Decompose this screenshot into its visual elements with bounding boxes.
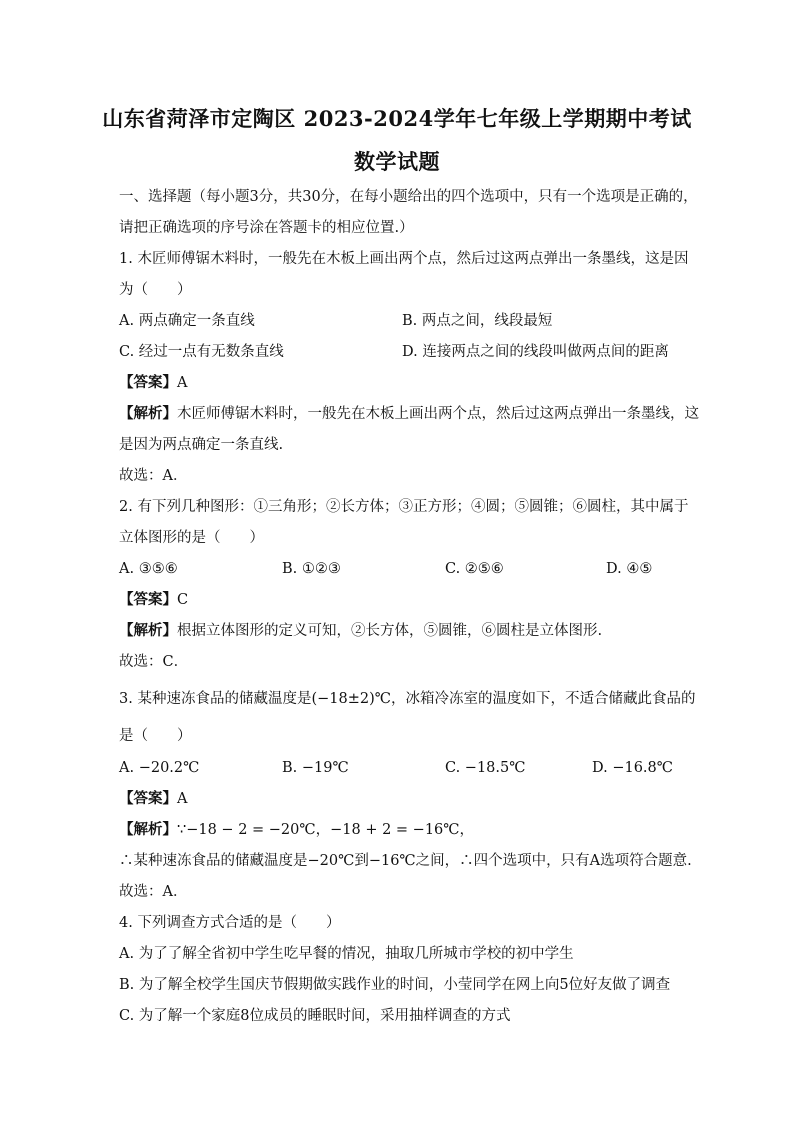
q3-analysis-text-1: ∵−18 − 2 = −20℃，−18 + 2 = −16℃，: [177, 822, 474, 838]
q2-option-b: B. ①②③: [282, 561, 341, 577]
q3-option-c: C. −18.5℃: [445, 760, 526, 776]
q3-answer: [119, 789, 689, 809]
q3-analysis-line-2: ∴某种速冻食品的储藏温度是−20℃到−16℃之间，∴四个选项中，只有A选项符合题意.: [119, 853, 692, 869]
q2-answer: [119, 590, 689, 610]
q1-option-b: B. 两点之间，线段最短: [402, 313, 553, 329]
q3-analysis-label: 【解析】: [119, 821, 177, 838]
q3-answer-value: A: [177, 791, 188, 807]
q1-analysis-line-1: [119, 404, 699, 424]
exam-subtitle: 数学试题: [354, 149, 440, 174]
exam-title: 山东省菏泽市定陶区 2023-2024学年七年级上学期期中考试: [102, 106, 692, 131]
q3-conclusion: 故选：A．: [119, 884, 188, 900]
q3-analysis-line-1: [119, 820, 689, 840]
q3-option-d: D. −16.8℃: [592, 760, 673, 776]
q2-analysis-text-1: 根据立体图形的定义可知，②长方体，⑤圆锥，⑥圆柱是立体图形.: [177, 623, 603, 639]
q2-option-d: D. ④⑤: [606, 561, 653, 577]
q4-stem-line-1: 4. 下列调查方式合适的是（ ）: [119, 915, 341, 931]
q1-option-d: D. 连接两点之间的线段叫做两点间的距离: [402, 344, 669, 360]
q2-stem-line-2: 立体图形的是（ ）: [119, 530, 264, 546]
q1-option-a: A. 两点确定一条直线: [119, 313, 255, 329]
q1-analysis-line-2: 是因为两点确定一条直线.: [119, 437, 284, 453]
q1-option-c: C. 经过一点有无数条直线: [119, 344, 284, 360]
q1-stem-line-2: 为（ ）: [119, 282, 192, 298]
q3-option-b: B. −19℃: [282, 760, 349, 776]
q1-analysis-text-1: 木匠师傅锯木料时，一般先在木板上画出两个点，然后过这两点弹出一条墨线，这: [177, 406, 699, 422]
q4-option-a: A. 为了了解全省初中学生吃早餐的情况，抽取几所城市学校的初中学生: [119, 946, 574, 962]
q1-analysis-label: 【解析】: [119, 405, 177, 422]
q4-option-c: C. 为了解一个家庭8位成员的睡眠时间，采用抽样调查的方式: [119, 1008, 511, 1024]
q2-answer-value: C: [177, 592, 189, 608]
section-instructions-line-1: 一、选择题（每小题3分，共30分，在每小题给出的四个选项中，只有一个选项是正确的，: [119, 189, 698, 205]
q3-option-a: A. −20.2℃: [119, 760, 200, 776]
q2-conclusion: 故选：C．: [119, 654, 189, 670]
q1-answer-value: A: [177, 375, 188, 391]
section-instructions-line-2: 请把正确选项的序号涂在答题卡的相应位置.）: [119, 220, 414, 236]
q2-analysis-line-1: [119, 621, 689, 641]
q3-stem-line-1: 3. 某种速冻食品的储藏温度是(−18±2)℃，冰箱冷冻室的温度如下，不适合储藏此食品的: [119, 691, 696, 707]
q3-answer-label: 【答案】: [119, 790, 177, 807]
q1-stem-line-1: 1. 木匠师傅锯木料时，一般先在木板上画出两个点，然后过这两点弹出一条墨线，这是因: [119, 251, 689, 267]
q1-answer: [119, 373, 689, 393]
q1-answer-label: 【答案】: [119, 374, 177, 391]
q3-stem-line-2: 是（ ）: [119, 728, 192, 744]
q2-answer-label: 【答案】: [119, 591, 177, 608]
q2-analysis-label: 【解析】: [119, 622, 177, 639]
q2-option-c: C. ②⑤⑥: [445, 561, 504, 577]
q2-stem-line-1: 2. 有下列几种图形：①三角形；②长方体；③正方形；④圆；⑤圆锥；⑥圆柱，其中属于: [119, 499, 689, 515]
q4-option-b: B. 为了解全校学生国庆节假期做实践作业的时间，小莹同学在网上向5位好友做了调查: [119, 977, 671, 993]
q1-conclusion: 故选：A．: [119, 468, 188, 484]
q2-option-a: A. ③⑤⑥: [119, 561, 178, 577]
